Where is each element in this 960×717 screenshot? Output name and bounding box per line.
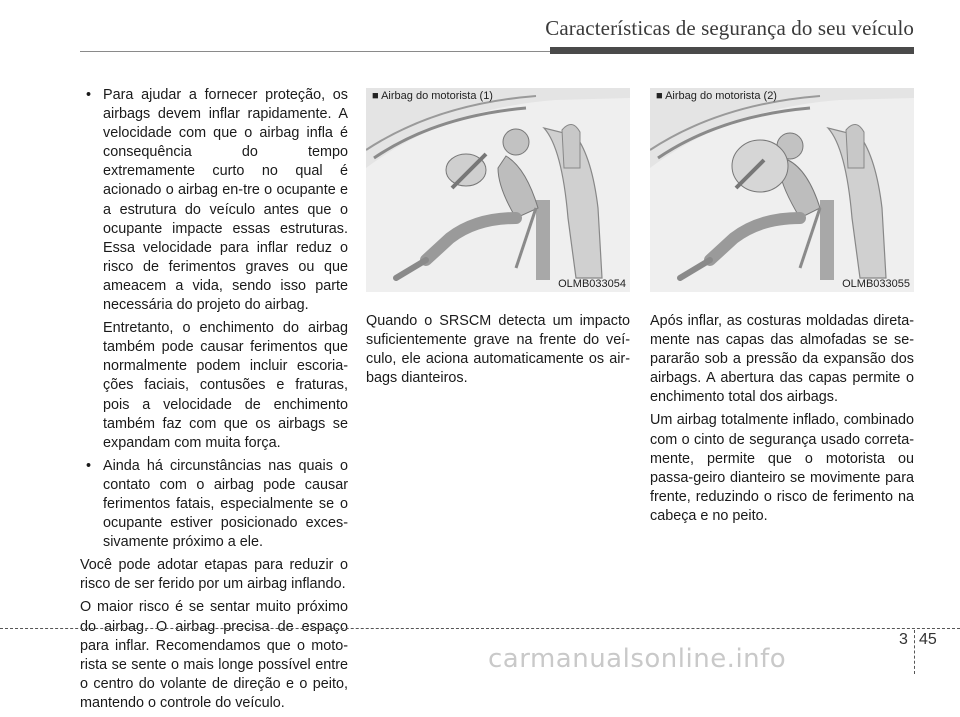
watermark: carmanualsonline.info [488,644,787,674]
bullet-item [80,457,348,552]
figure-driver-airbag-1 [366,88,630,292]
body-paragraph: Um airbag totalmente inflado, combinado com o cinto de segurança usado correta-mente, permite que o motorista ou passa-geiro dianteiro se movimente para frente, reduzindo o risco de ferimento na cabeça e no peito. [650,412,914,524]
body-paragraph: Quando o SRSCM detecta um impacto suficientemente grave na frente do veí-culo, ele aciona automaticamente os air-bags dianteiros. [366,313,630,387]
body-paragraph: Após inflar, as costuras moldadas direta-mente nas capas das almofadas se se-pararão sob a pressão da expansão dos airbags. A abertura das capas permite o enchimento total dos airbags. [650,313,914,406]
page-separator [914,630,915,674]
airbag-illustration [366,88,630,292]
bullet-item [80,86,348,453]
footer-rule [0,628,960,629]
section-title: Características de segurança do seu veículo [545,16,914,40]
figure-driver-airbag-2 [650,88,914,292]
column-middle [366,312,630,392]
bullet-paragraph: Entretanto, o enchimento do airbag também pode causar ferimentos que normalmente podem incluir escoria-ções faciais, contusões e fraturas, pois a velocidade de enchimento também faz com que os airbags se expandam com muita força. [103,320,348,451]
figure-code: OLMB033055 [842,278,910,290]
bullet-paragraph: Ainda há circunstâncias nas quais o contato com o airbag pode causar ferimentos fatais, especialmente se o ocupante estiver posicionado exces-sivamente próximo a ele. [103,457,348,551]
bullet-dot: • [86,457,92,474]
column-right [650,312,914,530]
figure-caption: ■ Airbag do motorista (2) [656,90,777,102]
header-bar [550,47,914,54]
airbag-illustration [650,88,914,292]
bullet-dot: • [86,87,92,103]
body-paragraph: O maior risco é se sentar muito próximo do airbag. O airbag precisa de espaço para inflar. Recomendamos que o moto-rista se sente o mais longe possível entre o centro do volante de direção e o peito, mantendo o controle do veículo. [80,599,348,711]
page-number: 45 [919,631,937,648]
body-paragraph: Você pode adotar etapas para reduzir o risco de ser ferido por um airbag inflando. [80,557,348,593]
bullet-paragraph: Para ajudar a fornecer proteção, os airbags devem inflar rapidamente. A velocidade com que o airbag infla é consequência do tempo extremamente curto no qual é acionado o airbag en-tre o ocupante e a estrutura do veículo antes que o ocupante impacte essas estruturas. Essa velocidade para inflar reduz o risco de ferimentos graves ou que ameacem a vida, sendo isso parte necessária do projeto do airbag. [103,87,348,314]
chapter-number: 3 [899,631,908,648]
figure-code: OLMB033054 [558,278,626,290]
column-left [80,86,348,717]
figure-caption: ■ Airbag do motorista (1) [372,90,493,102]
